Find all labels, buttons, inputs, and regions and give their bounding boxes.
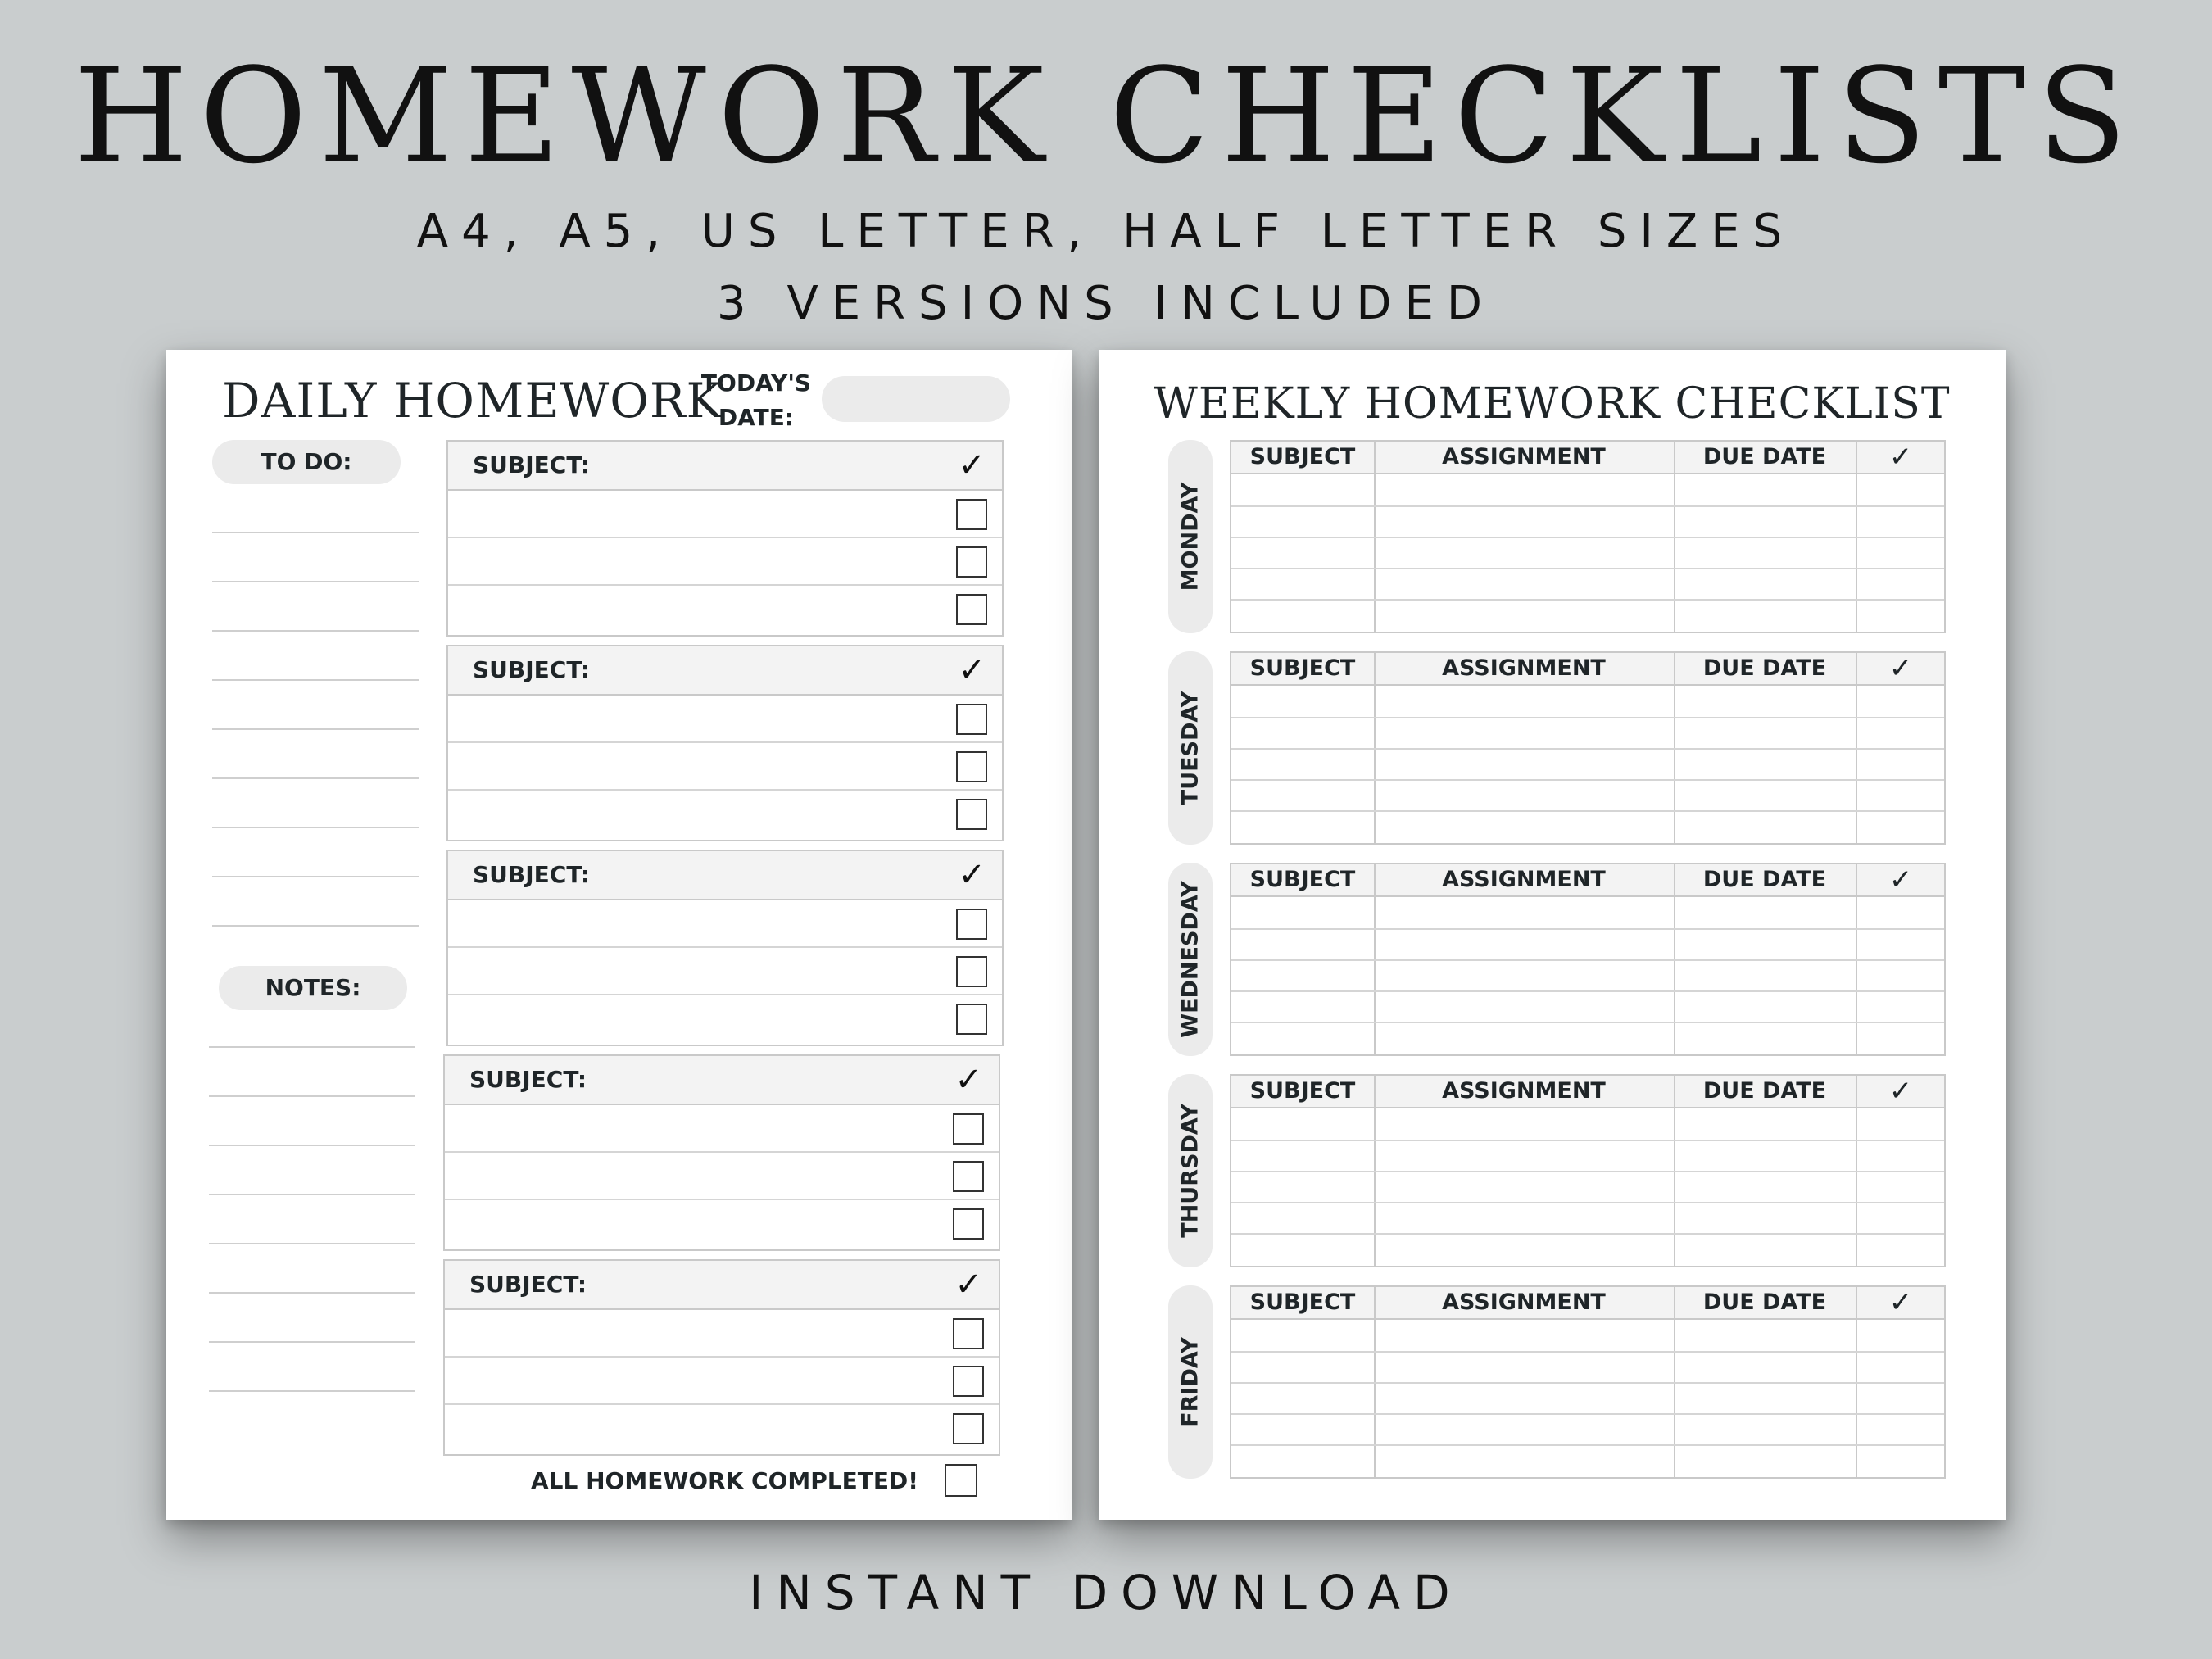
homework-row[interactable] xyxy=(445,1153,999,1200)
day-table xyxy=(1230,651,1946,845)
daily-homework-sheet xyxy=(166,350,1072,1520)
due-date-column-header: DUE DATE xyxy=(1702,1290,1827,1315)
homework-checkbox[interactable] xyxy=(956,751,987,782)
table-header xyxy=(1231,1287,1944,1320)
day-table xyxy=(1230,1074,1946,1267)
homework-checkbox[interactable] xyxy=(953,1318,984,1349)
row-divider[interactable] xyxy=(1231,568,1944,569)
all-homework-completed-label: ALL HOMEWORK COMPLETED! xyxy=(531,1467,918,1494)
date-label-line2: DATE: xyxy=(718,404,795,431)
table-header xyxy=(1231,864,1944,897)
day-label: MONDAY xyxy=(1177,482,1203,592)
todo-line[interactable] xyxy=(212,827,419,828)
todo-line[interactable] xyxy=(212,532,419,533)
notes-line[interactable] xyxy=(209,1292,415,1294)
versions-subtitle: 3 VERSIONS INCLUDED xyxy=(717,277,1495,330)
table-header xyxy=(1231,442,1944,474)
row-divider[interactable] xyxy=(1231,1444,1944,1446)
row-divider[interactable] xyxy=(1231,1022,1944,1023)
due-date-column-header: DUE DATE xyxy=(1702,1078,1827,1104)
subject-column-header: SUBJECT xyxy=(1249,1290,1356,1315)
homework-row[interactable] xyxy=(448,995,1002,1043)
day-tab-thursday xyxy=(1168,1074,1213,1267)
subject-block xyxy=(446,440,1004,637)
subject-label: SUBJECT: xyxy=(469,1066,587,1093)
assignment-column-header: ASSIGNMENT xyxy=(1442,867,1606,892)
day-tab-monday xyxy=(1168,440,1213,633)
notes-line[interactable] xyxy=(209,1341,415,1343)
homework-checkbox[interactable] xyxy=(956,499,987,530)
row-divider[interactable] xyxy=(1231,717,1944,718)
checkmark-icon: ✓ xyxy=(958,651,986,689)
day-table xyxy=(1230,440,1946,633)
homework-checkbox[interactable] xyxy=(953,1161,984,1192)
row-divider[interactable] xyxy=(1231,810,1944,812)
assignment-column-header: ASSIGNMENT xyxy=(1442,655,1606,681)
date-field[interactable] xyxy=(822,376,1010,422)
day-tab-tuesday xyxy=(1168,651,1213,845)
subject-block xyxy=(446,850,1004,1046)
homework-checkbox[interactable] xyxy=(956,799,987,830)
todo-line[interactable] xyxy=(212,777,419,779)
subject-label: SUBJECT: xyxy=(473,861,591,888)
day-table xyxy=(1230,1285,1946,1479)
todo-label: TO DO: xyxy=(212,440,401,484)
homework-checkbox[interactable] xyxy=(956,909,987,940)
row-divider[interactable] xyxy=(1231,537,1944,538)
table-header xyxy=(1231,1076,1944,1108)
row-divider[interactable] xyxy=(1231,1171,1944,1172)
row-divider[interactable] xyxy=(1231,505,1944,507)
homework-row[interactable] xyxy=(445,1200,999,1248)
homework-row[interactable] xyxy=(448,696,1002,743)
checkmark-icon: ✓ xyxy=(958,856,986,894)
row-divider[interactable] xyxy=(1231,928,1944,930)
homework-checkbox[interactable] xyxy=(953,1366,984,1397)
checkmark-icon: ✓ xyxy=(1888,652,1913,685)
checkmark-icon: ✓ xyxy=(954,1061,982,1099)
weekly-title: WEEKLY HOMEWORK CHECKLIST xyxy=(1154,379,1951,428)
subject-column-header: SUBJECT xyxy=(1249,444,1356,469)
subject-header xyxy=(445,1056,999,1105)
checkmark-icon: ✓ xyxy=(1888,863,1913,896)
homework-row[interactable] xyxy=(448,948,1002,995)
notes-line[interactable] xyxy=(209,1390,415,1392)
subject-block xyxy=(443,1054,1000,1251)
assignment-column-header: ASSIGNMENT xyxy=(1442,444,1606,469)
subject-header xyxy=(448,646,1002,696)
row-divider[interactable] xyxy=(1231,1351,1944,1353)
homework-checkbox[interactable] xyxy=(956,594,987,625)
todo-line[interactable] xyxy=(212,728,419,730)
homework-row[interactable] xyxy=(448,586,1002,633)
row-divider[interactable] xyxy=(1231,1382,1944,1384)
homework-checkbox[interactable] xyxy=(953,1113,984,1145)
day-table xyxy=(1230,863,1946,1056)
homework-checkbox[interactable] xyxy=(956,956,987,987)
todo-line[interactable] xyxy=(212,876,419,877)
all-completed-checkbox[interactable] xyxy=(945,1464,977,1497)
homework-checkbox[interactable] xyxy=(953,1413,984,1444)
homework-row[interactable] xyxy=(445,1310,999,1358)
homework-checkbox[interactable] xyxy=(956,1004,987,1035)
todo-line[interactable] xyxy=(212,679,419,681)
row-divider[interactable] xyxy=(1231,959,1944,961)
homework-row[interactable] xyxy=(445,1358,999,1405)
main-title: HOMEWORK CHECKLISTS xyxy=(74,39,2138,193)
subject-label: SUBJECT: xyxy=(473,451,591,478)
todo-line[interactable] xyxy=(212,925,419,927)
due-date-column-header: DUE DATE xyxy=(1702,444,1827,469)
subject-block xyxy=(446,645,1004,841)
notes-line[interactable] xyxy=(209,1095,415,1097)
homework-checkbox[interactable] xyxy=(956,704,987,735)
sizes-subtitle: A4, A5, US LETTER, HALF LETTER SIZES xyxy=(416,205,1796,258)
table-header xyxy=(1231,653,1944,686)
homework-checkbox[interactable] xyxy=(953,1208,984,1240)
assignment-column-header: ASSIGNMENT xyxy=(1442,1290,1606,1315)
homework-row[interactable] xyxy=(448,491,1002,538)
row-divider[interactable] xyxy=(1231,990,1944,992)
day-tab-wednesday xyxy=(1168,863,1213,1056)
checkmark-icon: ✓ xyxy=(954,1266,982,1303)
homework-row[interactable] xyxy=(448,538,1002,586)
homework-row[interactable] xyxy=(448,743,1002,791)
checkmark-icon: ✓ xyxy=(958,446,986,484)
date-label-line1: TODAY'S xyxy=(700,369,812,397)
day-label: TUESDAY xyxy=(1177,691,1203,805)
subject-column-header: SUBJECT xyxy=(1249,1078,1356,1104)
subject-column-header: SUBJECT xyxy=(1249,655,1356,681)
day-label: THURSDAY xyxy=(1177,1104,1203,1238)
checkmark-icon: ✓ xyxy=(1888,441,1913,474)
notes-line[interactable] xyxy=(209,1046,415,1048)
daily-title: DAILY HOMEWORK xyxy=(222,373,723,428)
todays-date-label xyxy=(691,366,822,435)
notes-line[interactable] xyxy=(209,1194,415,1195)
checkmark-icon: ✓ xyxy=(1888,1286,1913,1319)
subject-block xyxy=(443,1259,1000,1456)
day-tab-friday xyxy=(1168,1285,1213,1479)
row-divider[interactable] xyxy=(1231,748,1944,750)
checkmark-icon: ✓ xyxy=(1888,1075,1913,1108)
todo-line[interactable] xyxy=(212,581,419,582)
due-date-column-header: DUE DATE xyxy=(1702,655,1827,681)
todo-line[interactable] xyxy=(212,630,419,632)
subject-label: SUBJECT: xyxy=(469,1271,587,1298)
subject-label: SUBJECT: xyxy=(473,656,591,683)
row-divider[interactable] xyxy=(1231,779,1944,781)
row-divider[interactable] xyxy=(1231,1233,1944,1235)
homework-row[interactable] xyxy=(445,1405,999,1453)
homework-row[interactable] xyxy=(445,1105,999,1153)
notes-line[interactable] xyxy=(209,1145,415,1146)
day-label: WEDNESDAY xyxy=(1177,881,1203,1038)
homework-row[interactable] xyxy=(448,791,1002,838)
day-label: FRIDAY xyxy=(1177,1337,1203,1427)
row-divider[interactable] xyxy=(1231,599,1944,601)
row-divider[interactable] xyxy=(1231,1202,1944,1203)
homework-checkbox[interactable] xyxy=(956,546,987,578)
subject-header xyxy=(445,1261,999,1310)
subject-header xyxy=(448,851,1002,900)
due-date-column-header: DUE DATE xyxy=(1702,867,1827,892)
subject-header xyxy=(448,442,1002,491)
row-divider[interactable] xyxy=(1231,1140,1944,1141)
homework-row[interactable] xyxy=(448,900,1002,948)
assignment-column-header: ASSIGNMENT xyxy=(1442,1078,1606,1104)
footer-text: INSTANT DOWNLOAD xyxy=(749,1565,1463,1620)
row-divider[interactable] xyxy=(1231,1413,1944,1415)
notes-line[interactable] xyxy=(209,1243,415,1244)
subject-column-header: SUBJECT xyxy=(1249,867,1356,892)
notes-label: NOTES: xyxy=(219,966,407,1010)
weekly-homework-sheet xyxy=(1099,350,2006,1520)
